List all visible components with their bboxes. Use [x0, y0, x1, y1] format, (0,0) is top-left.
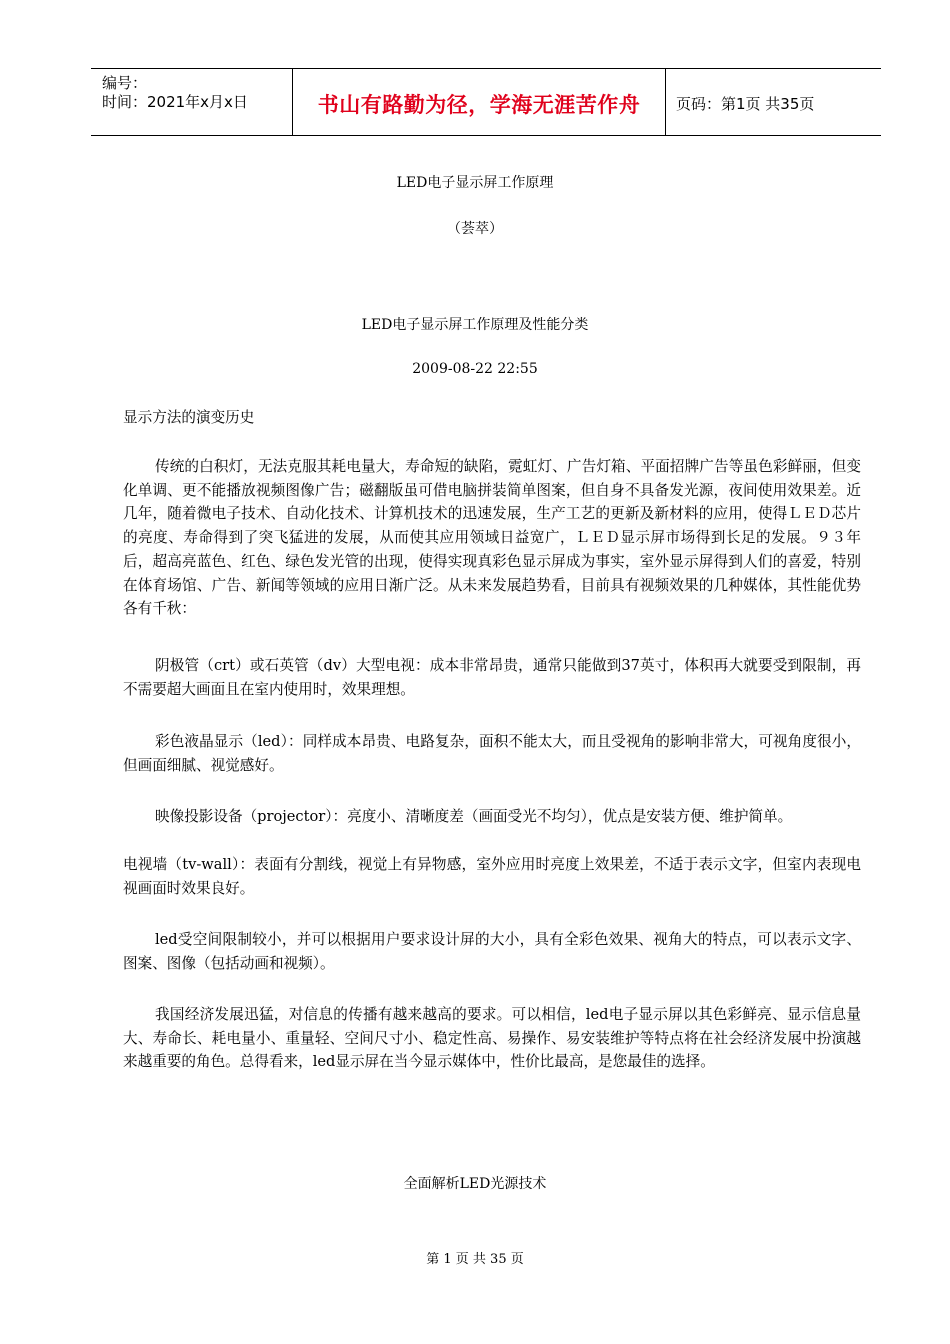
article-date: 2009-08-22 22:55	[412, 361, 538, 377]
paragraph-tv-wall: 电视墙（tv-wall）：表面有分割线，视觉上有异物感，室外应用时亮度上效果差，不适于表示文字，但室内表现电视画面时效果良好。	[123, 856, 861, 897]
next-section-heading: 全面解析LED光源技术	[403, 1176, 547, 1192]
serial-number-label: 编号：	[102, 74, 148, 92]
page-code: 页码：第1页 共35页	[676, 95, 815, 113]
document-subtitle: （荟萃）	[447, 221, 503, 237]
paragraph-crt: 阴极管（crt）或石英管（dv）大型电视：成本非常昂贵，通常只能做到37英寸，体积再大就要受到限制，再不需要超大画面且在室内使用时，效果理想。	[123, 657, 861, 698]
header-motto-cell	[293, 69, 666, 135]
page-footer: 第 1 页 共 35 页	[426, 1252, 524, 1267]
article-title: LED电子显示屏工作原理及性能分类	[361, 317, 589, 333]
time-label: 时间：2021年x月x日	[102, 93, 248, 111]
paragraph-lcd: 彩色液晶显示（led）：同样成本昂贵、电路复杂，面积不能太大，而且受视角的影响非常大，可视角度很小，但画面细腻、视觉感好。	[123, 733, 861, 774]
paragraph-history: 传统的白积灯，无法克服其耗电量大，寿命短的缺陷，霓虹灯、广告灯箱、平面招牌广告等虽色彩鲜丽，但变化单调、更不能播放视频图像广告；磁翻版虽可借电脑拼装简单图案，但自身不具备发光源，夜间使用效果差。近几年，随着微电子技术、自动化技术、计算机技术的迅速发展，生产工艺的更新及新材料的应用，使得ＬＥＤ芯片的亮度、寿命得到了突飞猛进的发展，从而使其应用领域日益宽广，ＬＥＤ显示屏市场得到长足的发展。９３年后，超高亮蓝色、红色、绿色发光管的出现，使得实现真彩色显示屏成为事实，室外显示屏得到人们的喜爱，特别在体育场馆、广告、新闻等领域的应用日渐广泛。从未来发展趋势看，目前具有视频效果的几种媒体，其性能优势各有千秋：	[123, 458, 861, 618]
motto-text: 书山有路勤为径，学海无涯苦作舟	[317, 93, 641, 117]
header-info-cell	[91, 69, 293, 135]
header-page-cell	[666, 69, 881, 135]
paragraph-projector: 映像投影设备（projector）：亮度小、清晰度差（画面受光不均匀），优点是安装方便、维护简单。	[155, 808, 793, 825]
paragraph-led: led受空间限制较小，并可以根据用户要求设计屏的大小，具有全彩色效果、视角大的特点，可以表示文字、图案、图像（包括动画和视频）。	[123, 931, 861, 972]
paragraph-conclusion: 我国经济发展迅猛，对信息的传播有越来越高的要求。可以相信，led电子显示屏以其色彩鲜亮、显示信息量大、寿命长、耗电量小、重量轻、空间尺寸小、稳定性高、易操作、易安装维护等特点将在社会经济发展中扮演越来越重要的角色。总得看来，led显示屏在当今显示媒体中，性价比最高，是您最佳的选择。	[123, 1006, 861, 1071]
document-header	[91, 68, 881, 136]
section-heading: 显示方法的演变历史	[123, 409, 255, 426]
document-title: LED电子显示屏工作原理	[396, 175, 554, 191]
